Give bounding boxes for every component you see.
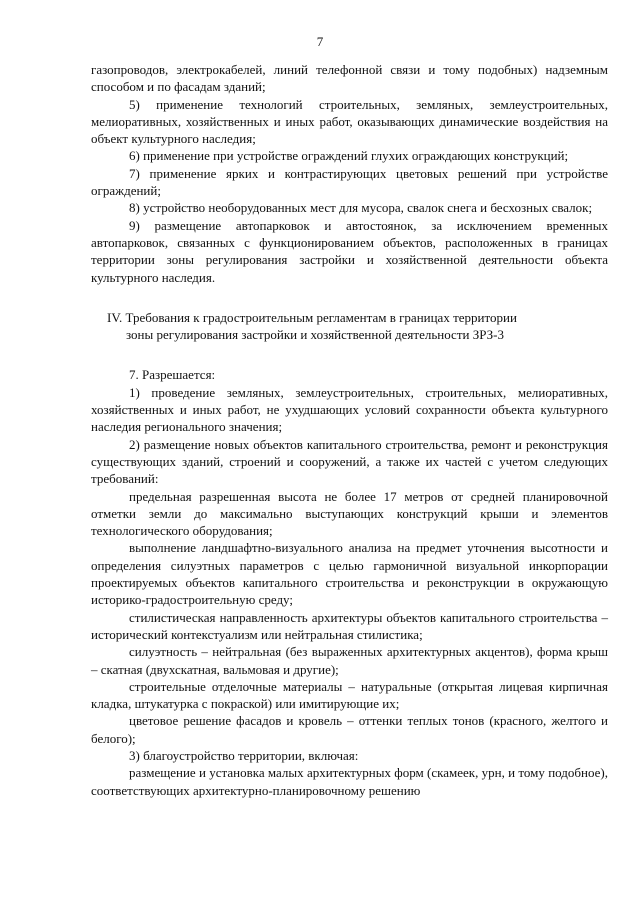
section-heading-line-1: IV. Требования к градостроительным регламентам в границах территории — [107, 309, 517, 325]
paragraph: 7. Разрешается: — [129, 367, 216, 383]
paragraph: 9) размещение автопарковок и автостоянок, за исключением временных автопарковок, связанных с функционированием объектов, расположенных в границах территории зоны регулирования застройки и хозяйственной деятельности объекта культурного наследия. — [91, 217, 608, 285]
page-number: 7 — [316, 34, 324, 49]
paragraph: силуэтность – нейтральная (без выраженных архитектурных акцентов), форма крыш – скатная (двухскатная, вальмовая и другие); — [91, 644, 608, 677]
paragraph: стилистическая направленность архитектуры объектов капитального строительства – исторический контекстуализм или нейтральная стилистика; — [91, 609, 608, 642]
paragraph: предельная разрешенная высота не более 17 метров от средней планировочной отметки земли до максимально выступающих конструкций крыши и элементов технологического оборудования; — [91, 488, 608, 539]
paragraph: газопроводов, электрокабелей, линий телефонной связи и тому подобных) надземным способом и по фасадам зданий; — [91, 62, 608, 95]
section-iv-body — [91, 366, 608, 798]
paragraph: 5) применение технологий строительных, земляных, землеустроительных, мелиоративных, хозяйственных и иных работ, оказывающих динамические воздействия на объект культурного наследия; — [91, 96, 608, 147]
paragraph: 1) проведение земляных, землеустроительных, строительных, мелиоративных, хозяйственных и иных работ, не ухудшающих условий сохранности объекта культурного наследия регионального значения; — [91, 384, 608, 435]
paragraph: выполнение ландшафтно-визуального анализа на предмет уточнения высотности и определения силуэтных параметров с целью гармоничной визуальной инкорпорации проектируемых объектов капитального строительства и реконструкции в окружающую историко-градостроительную среду; — [91, 540, 608, 608]
section-heading-line-2: зоны регулирования застройки и хозяйственной деятельности ЗРЗ-3 — [126, 327, 504, 343]
paragraph: 8) устройство необорудованных мест для мусора, свалок снега и бесхозных свалок; — [129, 200, 593, 216]
paragraph: 3) благоустройство территории, включая: — [129, 747, 359, 763]
paragraph: 2) размещение новых объектов капитального строительства, ремонт и реконструкция существующих зданий, строений и сооружений, а также их частей с учетом следующих требований: — [91, 436, 608, 487]
section-iii-continuation — [91, 61, 608, 286]
section-heading — [91, 309, 608, 344]
paragraph: 6) применение при устройстве ограждений глухих ограждающих конструкций; — [129, 148, 569, 164]
paragraph: размещение и установка малых архитектурных форм (скамеек, урн, и тому подобное), соответствующих архитектурно-планировочному решению — [91, 765, 608, 798]
document-body — [91, 61, 608, 799]
paragraph: строительные отделочные материалы – натуральные (открытая лицевая кирпичная кладка, штукатурка с покраской) или имитирующие их; — [91, 678, 608, 712]
paragraph: 7) применение ярких и контрастирующих цветовых решений при устройстве ограждений; — [91, 165, 608, 199]
paragraph: цветовое решение фасадов и кровель – оттенки теплых тонов (красного, желтого и белого); — [91, 713, 608, 746]
